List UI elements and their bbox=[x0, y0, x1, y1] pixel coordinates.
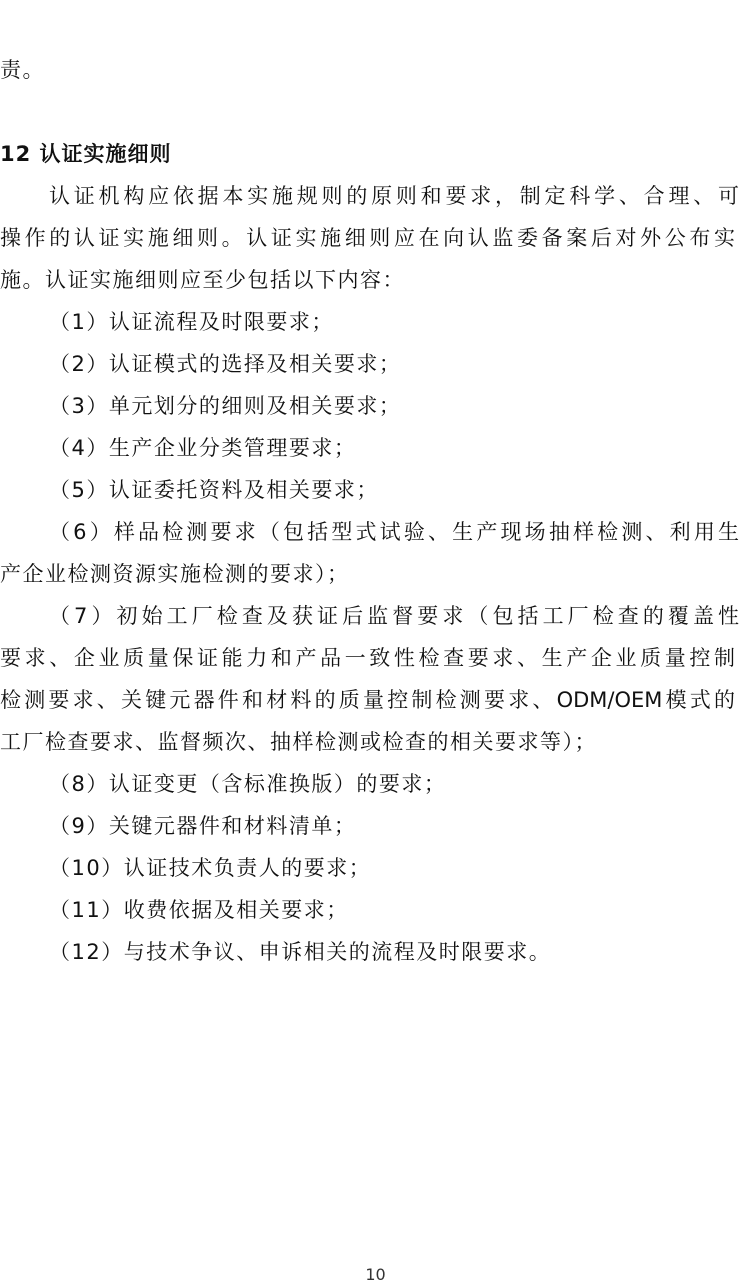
list-item-7-line-1: （7）初始工厂检查及获证后监督要求（包括工厂检查的覆盖性 bbox=[49, 604, 739, 628]
intro-line-1: 认证机构应依据本实施规则的原则和要求，制定科学、合理、可 bbox=[49, 184, 739, 208]
list-item-7-line-3: 检测要求、关键元器件和材料的质量控制检测要求、ODM/OEM模式的 bbox=[0, 688, 735, 712]
list-item-5: （5）认证委托资料及相关要求； bbox=[49, 478, 379, 502]
list-item-7-line-4: 工厂检查要求、监督频次、抽样检测或检查的相关要求等）； bbox=[0, 730, 597, 754]
list-item-11: （11）收费依据及相关要求； bbox=[49, 898, 349, 922]
list-item-12: （12）与技术争议、申诉相关的流程及时限要求。 bbox=[49, 940, 552, 964]
list-item-4: （4）生产企业分类管理要求； bbox=[49, 436, 357, 460]
list-item-1: （1）认证流程及时限要求； bbox=[49, 310, 334, 334]
list-item-6-line-1: （6）样品检测要求（包括型式试验、生产现场抽样检测、利用生 bbox=[49, 520, 739, 544]
list-item-9: （9）关键元器件和材料清单； bbox=[49, 814, 357, 838]
intro-line-2: 操作的认证实施细则。认证实施细则应在向认监委备案后对外公布实 bbox=[0, 226, 735, 250]
list-item-7-line-2: 要求、企业质量保证能力和产品一致性检查要求、生产企业质量控制 bbox=[0, 646, 735, 670]
list-item-3: （3）单元划分的细则及相关要求； bbox=[49, 394, 402, 418]
list-item-10: （10）认证技术负责人的要求； bbox=[49, 856, 372, 880]
list-item-2: （2）认证模式的选择及相关要求； bbox=[49, 352, 402, 376]
page-number: 10 bbox=[365, 1265, 386, 1284]
carry-over-text: 责。 bbox=[0, 58, 45, 82]
intro-line-3: 施。认证实施细则应至少包括以下内容： bbox=[0, 268, 405, 292]
list-item-8: （8）认证变更（含标准换版）的要求； bbox=[49, 772, 447, 796]
list-item-6-line-2: 产企业检测资源实施检测的要求）； bbox=[0, 562, 350, 586]
section-heading: 12 认证实施细则 bbox=[0, 142, 172, 166]
